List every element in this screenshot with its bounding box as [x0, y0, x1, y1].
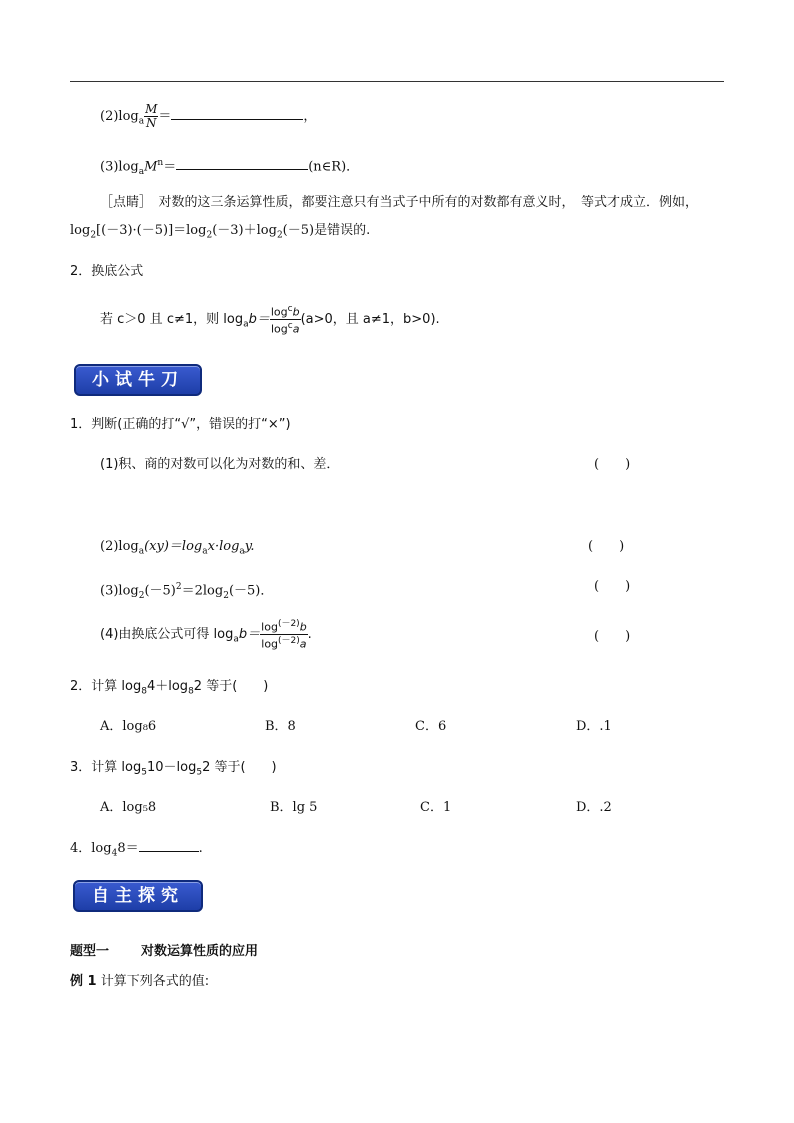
question-3-title — [70, 758, 277, 783]
section-badge-try: 小试牛刀 — [74, 364, 202, 396]
fraction-numerator-base: (－2) — [277, 619, 300, 630]
answer-paren-1[interactable]: ( ) — [594, 457, 631, 472]
fraction-numerator-arg: b — [292, 306, 300, 319]
statement-3-log: (3)log — [100, 583, 139, 599]
note-base-2: 2 — [206, 230, 213, 241]
topic-title: 对数运算性质的应用 — [141, 944, 259, 959]
fraction-denominator-base: c — [287, 321, 293, 331]
question-3-option-a[interactable]: A．log₅8 — [100, 800, 157, 815]
fraction-denominator-arg: a — [292, 322, 300, 336]
topic-heading — [70, 942, 258, 962]
question-3-option-b[interactable]: B．lg 5 — [270, 800, 318, 815]
statement-4-base: a — [233, 634, 239, 645]
fraction-numerator-arg: b — [299, 621, 307, 634]
fraction-numerator: M — [145, 102, 158, 116]
question-4 — [70, 839, 203, 864]
question-1-statement-2 — [100, 537, 255, 562]
property-3 — [100, 153, 359, 182]
fraction-numerator-base: c — [287, 304, 293, 315]
property-3-log: (3)log — [100, 159, 139, 175]
note-base-3: 2 — [276, 230, 283, 241]
fraction-numerator-log: log — [261, 621, 278, 634]
formula-base: a — [243, 319, 249, 330]
fraction-denominator-log: log — [261, 637, 279, 651]
answer-paren-4[interactable]: ( ) — [594, 629, 631, 644]
question-4-equals: 8＝ — [117, 841, 139, 856]
note-expr-1: [(－3)·(－5)]＝log — [96, 223, 207, 238]
section-badge-explore: 自主探究 — [73, 880, 203, 912]
statement-2-base-3: a — [239, 546, 245, 557]
question-2-option-a[interactable]: A．log₈6 — [100, 719, 157, 734]
property-2-equals: ＝ — [158, 109, 172, 124]
property-2-comma: ， — [303, 109, 317, 124]
statement-3-base-2: 2 — [223, 590, 229, 601]
example-text: 计算下列各式的值: — [100, 974, 210, 989]
fraction-denominator-base: (－2) — [278, 636, 300, 646]
statement-3-arg: (－5) — [144, 583, 176, 599]
topic-label: 题型一 — [70, 944, 110, 959]
header-rule — [70, 81, 724, 82]
question-2-option-d[interactable]: D．.1 — [576, 719, 612, 734]
fraction-denominator: N — [146, 116, 157, 130]
statement-2-end: y. — [244, 539, 255, 554]
note-expr-2: (－3)＋log — [212, 223, 277, 238]
section-2-title: 2．换底公式 — [70, 264, 144, 279]
formula-condition: 若 c＞0 且 c≠1，则 log — [100, 312, 244, 327]
statement-3-rhs: ＝2log — [181, 583, 224, 599]
question-2-text-2: 4＋log — [146, 679, 189, 694]
question-4-base: 4 — [111, 848, 118, 859]
answer-blank[interactable] — [176, 157, 308, 170]
question-3-option-c[interactable]: C．1 — [420, 800, 452, 815]
question-3-text-1: 3．计算 log — [70, 760, 142, 775]
property-3-base: a — [138, 166, 145, 177]
property-2-base: a — [138, 116, 145, 127]
statement-2-mid: x·log — [207, 539, 240, 554]
formula-condition-tail: (a>0，且 a≠1，b>0). — [300, 312, 440, 327]
note-line-1: ［点睛］ 对数的这三条运算性质，都要注意只有当式子中所有的对数都有意义时， 等式才成立．例如， — [100, 195, 699, 210]
change-of-base-formula — [100, 302, 440, 338]
question-1-title: 1．判断(正确的打“√”，错误的打“×”) — [70, 417, 291, 432]
answer-paren-2[interactable]: ( ) — [588, 539, 625, 554]
statement-3-end: (－5)． — [228, 583, 274, 599]
answer-blank[interactable] — [139, 839, 199, 852]
question-2-base-2: 8 — [188, 686, 194, 697]
question-3-base-1: 5 — [141, 767, 147, 778]
statement-2-base-2: a — [202, 546, 208, 557]
formula-lhs: b＝ — [248, 312, 270, 327]
note-base-1: 2 — [90, 230, 97, 241]
question-2-base-1: 8 — [141, 686, 147, 697]
statement-4-fraction — [260, 618, 308, 650]
statement-4-lhs: b＝ — [238, 627, 261, 642]
property-3-equals: ＝ — [163, 159, 177, 175]
fraction-denominator-log: log — [270, 322, 288, 336]
question-1-statement-1: (1)积、商的对数可以化为对数的和、差． — [100, 457, 340, 472]
question-3-base-2: 5 — [196, 767, 203, 778]
question-1-statement-4 — [100, 617, 312, 653]
answer-blank[interactable] — [171, 107, 303, 120]
question-4-period: . — [198, 841, 203, 856]
fraction-numerator-log: log — [270, 306, 288, 319]
property-2-log: (2)log — [100, 109, 139, 124]
statement-3-exponent: 2 — [175, 582, 182, 592]
question-3-option-d[interactable]: D．.2 — [576, 800, 612, 815]
property-2-fraction — [144, 103, 158, 130]
statement-4-text: (4)由换底公式可得 log — [100, 627, 234, 642]
question-3-text-2: 10－log — [146, 760, 197, 775]
fraction-denominator-arg: a — [299, 637, 307, 651]
statement-2-log: (2)log — [100, 539, 139, 554]
question-2-option-b[interactable]: B．8 — [265, 719, 296, 734]
question-2-option-c[interactable]: C．6 — [415, 719, 447, 734]
question-2-title — [70, 677, 268, 702]
property-2 — [100, 100, 316, 134]
example-label: 例 1 — [70, 974, 97, 989]
property-3-condition: (n∈R)． — [308, 159, 360, 175]
statement-2-base-1: a — [138, 546, 145, 557]
example-1 — [70, 972, 209, 992]
property-3-exponent: n — [157, 158, 164, 168]
question-2-text-1: 2．计算 log — [70, 679, 142, 694]
question-3-text-3: 2 等于( ) — [202, 760, 277, 775]
answer-paren-3[interactable]: ( ) — [594, 579, 631, 594]
formula-fraction — [270, 303, 301, 335]
property-3-argument: M — [144, 159, 158, 175]
statement-4-end: . — [307, 627, 312, 642]
question-1-statement-3 — [100, 577, 273, 606]
note-line-2 — [70, 221, 370, 246]
question-4-log: 4．log — [70, 841, 112, 856]
question-2-text-3: 2 等于( ) — [193, 679, 269, 694]
note-expr-3: (－5)是错误的. — [282, 223, 371, 238]
statement-2-lhs: (xy)＝log — [144, 539, 203, 554]
note-log-1: log — [70, 223, 91, 238]
statement-3-base-1: 2 — [138, 590, 145, 601]
